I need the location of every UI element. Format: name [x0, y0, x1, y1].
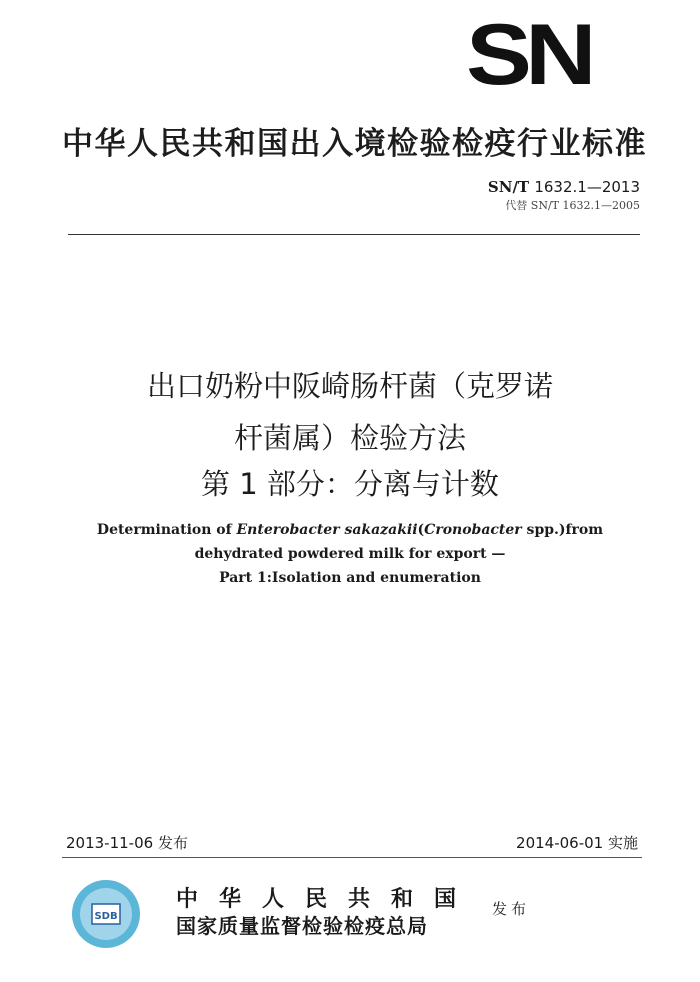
title-en-line1: [0, 522, 700, 538]
replaces-standard: 代替 SN/T 1632.1—2005: [505, 199, 640, 212]
title-en-genus: Cronobacter: [424, 522, 522, 538]
title-cn-line1: 出口奶粉中阪崎肠杆菌（克罗诺: [146, 369, 553, 403]
title-cn-line2: 杆菌属）检验方法: [233, 421, 466, 455]
footer-divider: [62, 857, 642, 858]
standard-code-number: 1632.1—2013: [534, 178, 640, 196]
header-divider: [68, 234, 640, 235]
sn-logo: SN: [466, 7, 590, 103]
anti-counterfeit-seal-icon: [70, 878, 142, 950]
title-en-line1-e: spp.)from: [521, 522, 604, 538]
title-en-species: Enterobacter sakazakii: [236, 522, 418, 538]
publish-label: 发布: [492, 900, 531, 918]
title-en-line2: dehydrated powdered milk for export —: [194, 546, 506, 562]
standard-code-block: [488, 178, 640, 213]
seal-mark-text: SDB: [94, 911, 118, 922]
issuing-organization: 中华人民共和国出入境检验检疫行业标准: [62, 126, 647, 162]
title-en-line3: Part 1:Isolation and enumeration: [219, 570, 481, 586]
title-en-line1-c: (: [417, 522, 425, 538]
issuing-authority: [176, 886, 477, 940]
authority-line1: 中华人民共和国: [176, 886, 478, 912]
authority-line2: 国家质量监督检验检疫总局: [176, 914, 428, 938]
standard-code: [488, 178, 640, 196]
standard-code-prefix: SN/T: [487, 178, 530, 196]
title-cn-line3: 第 1 部分：分离与计数: [201, 467, 499, 501]
implementation-date: 2014-06-01 实施: [516, 834, 638, 852]
issue-date: 2013-11-06 发布: [66, 834, 188, 852]
title-en-line1-a: Determination of: [96, 522, 237, 538]
